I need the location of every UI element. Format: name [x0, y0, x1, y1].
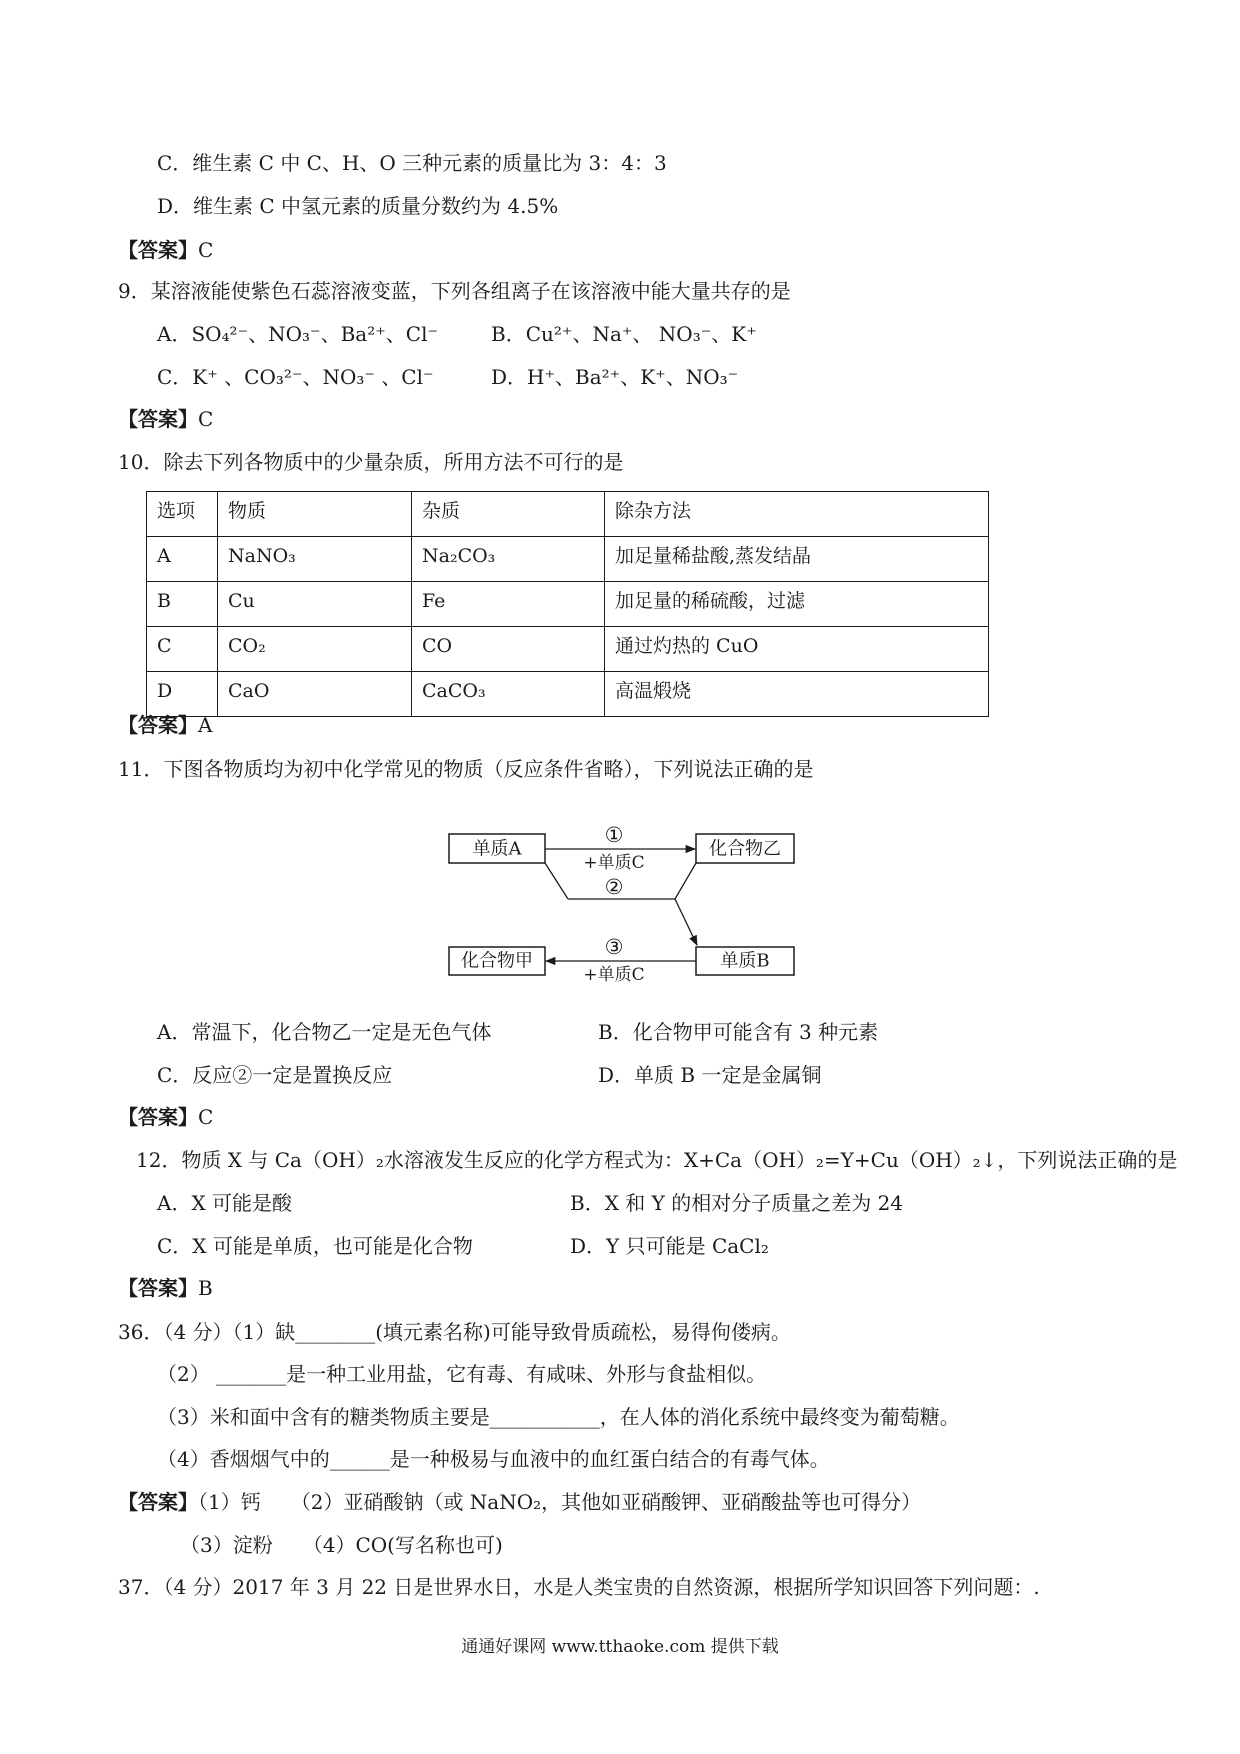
answer-value: C	[198, 1105, 214, 1129]
table-cell: CaO	[218, 672, 412, 717]
answer-label: 【答案】	[118, 1105, 198, 1129]
answer-value: （1）钙 （2）亚硝酸钠（或 NaNO₂，其他如亚硝酸钾、亚硝酸盐等也可得分）	[198, 1490, 922, 1514]
q11-reaction-diagram	[440, 820, 805, 990]
q9-option-a: A．SO₄²⁻、NO₃⁻、Ba²⁺、Cl⁻	[157, 322, 439, 346]
q36-answer-line-1	[118, 1491, 921, 1513]
table-cell: CaCO₃	[412, 672, 605, 717]
table-row	[147, 627, 989, 672]
node-b-label: 单质B	[720, 950, 770, 972]
table-row	[147, 582, 989, 627]
q12-stem: 12．物质 X 与 Ca（OH）₂水溶液发生反应的化学方程式为：X+Ca（OH）₂=Y+Cu（OH）₂↓，下列说法正确的是	[136, 1148, 1178, 1172]
q11-option-d: D．单质 B 一定是金属铜	[598, 1063, 822, 1087]
answer-label: 【答案】	[118, 713, 198, 737]
table-cell: Fe	[412, 582, 605, 627]
table-cell: 高温煅烧	[605, 672, 989, 717]
q36-part-4: （4）香烟烟气中的______是一种极易与血液中的血红蛋白结合的有毒气体。	[157, 1447, 830, 1471]
q8-option-c: C．维生素 C 中 C、H、O 三种元素的质量比为 3：4：3	[157, 151, 667, 175]
answer-value: C	[198, 238, 214, 262]
node-a-label: 单质A	[472, 838, 522, 860]
answer-label: 【答案】	[118, 1276, 198, 1300]
reaction-2-marker: ②	[604, 875, 624, 899]
table-cell: A	[147, 537, 218, 582]
table-cell: 加足量的稀硫酸，过滤	[605, 582, 989, 627]
q12-option-a: A．X 可能是酸	[157, 1191, 293, 1215]
q9-option-d: D．H⁺、Ba²⁺、K⁺、NO₃⁻	[491, 365, 739, 389]
reaction-2-arrow-to-b	[675, 899, 697, 945]
table-cell: Cu	[218, 582, 412, 627]
table-row	[147, 537, 989, 582]
q10-table	[146, 491, 989, 717]
q36-part-2: （2） _______是一种工业用盐，它有毒、有咸味、外形与食盐相似。	[157, 1362, 767, 1386]
q36-part-3: （3）米和面中含有的糖类物质主要是___________，在人体的消化系统中最终变为葡萄糖。	[157, 1405, 960, 1429]
q11-option-b: B．化合物甲可能含有 3 种元素	[598, 1020, 879, 1044]
reaction-1-marker: ①	[604, 823, 624, 847]
q12-answer	[118, 1277, 213, 1299]
answer-label: 【答案】	[118, 238, 198, 262]
table-cell: NaNO₃	[218, 537, 412, 582]
table-cell: Na₂CO₃	[412, 537, 605, 582]
node-yi-label: 化合物乙	[709, 838, 781, 860]
q11-stem: 11．下图各物质均为初中化学常见的物质（反应条件省略），下列说法正确的是	[118, 757, 814, 781]
answer-value: C	[198, 407, 214, 431]
table-cell: D	[147, 672, 218, 717]
table-header-cell: 除杂方法	[605, 492, 989, 537]
q11-option-c: C．反应②一定是置换反应	[157, 1063, 393, 1087]
table-cell: C	[147, 627, 218, 672]
answer-label: 【答案】	[118, 407, 198, 431]
q10-answer	[118, 714, 212, 736]
q36-answer-line-2: （3）淀粉 （4）CO(写名称也可)	[180, 1533, 503, 1557]
q12-option-c: C．X 可能是单质，也可能是化合物	[157, 1234, 473, 1258]
table-header-cell: 选项	[147, 492, 218, 537]
table-header-cell: 物质	[218, 492, 412, 537]
q8-answer	[118, 239, 213, 261]
reaction-2-line-from-yi	[675, 863, 696, 899]
answer-value: B	[198, 1276, 213, 1300]
q36-stem: 36．（4 分）（1）缺________(填元素名称)可能导致骨质疏松，易得佝偻病。	[118, 1320, 791, 1344]
table-cell: CO	[412, 627, 605, 672]
reaction-3-marker: ③	[604, 935, 624, 959]
node-jia-label: 化合物甲	[461, 950, 533, 972]
table-cell: 加足量稀盐酸,蒸发结晶	[605, 537, 989, 582]
q9-answer	[118, 408, 213, 430]
q9-option-b: B．Cu²⁺、Na⁺、 NO₃⁻、K⁺	[491, 322, 757, 346]
q12-option-d: D．Y 只可能是 CaCl₂	[570, 1234, 769, 1258]
page-footer: 通通好课网 www.tthaoke.com 提供下载	[461, 1637, 779, 1657]
answer-value: A	[198, 713, 213, 737]
table-header-row	[147, 492, 989, 537]
table-cell: 通过灼热的 CuO	[605, 627, 989, 672]
q10-stem: 10．除去下列各物质中的少量杂质，所用方法不可行的是	[118, 450, 624, 474]
q9-option-c: C．K⁺ 、CO₃²⁻、NO₃⁻ 、Cl⁻	[157, 365, 434, 389]
table-cell: CO₂	[218, 627, 412, 672]
answer-label: 【答案】	[118, 1490, 198, 1514]
q12-option-b: B．X 和 Y 的相对分子质量之差为 24	[570, 1191, 904, 1215]
table-header-cell: 杂质	[412, 492, 605, 537]
q37-stem: 37．（4 分）2017 年 3 月 22 日是世界水日，水是人类宝贵的自然资源，根据所学知识回答下列问题：.	[118, 1575, 1040, 1599]
reaction-2-line-from-a	[545, 863, 568, 899]
reaction-3-reagent: +单质C	[583, 965, 645, 985]
table-cell: B	[147, 582, 218, 627]
q8-option-d: D．维生素 C 中氢元素的质量分数约为 4.5%	[157, 194, 559, 218]
table-row	[147, 672, 989, 717]
reaction-1-reagent: +单质C	[583, 853, 645, 873]
q9-stem: 9．某溶液能使紫色石蕊溶液变蓝，下列各组离子在该溶液中能大量共存的是	[118, 279, 791, 303]
q11-option-a: A．常温下，化合物乙一定是无色气体	[157, 1020, 492, 1044]
q11-answer	[118, 1106, 213, 1128]
